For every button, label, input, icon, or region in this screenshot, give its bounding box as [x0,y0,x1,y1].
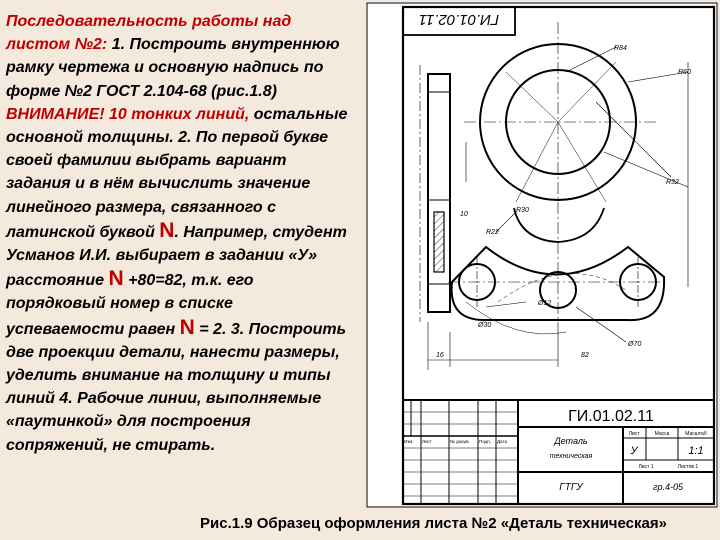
scale-value: 1:1 [688,445,704,457]
dim-10: 10 [460,211,468,218]
group-code: гр.4-05 [653,482,683,492]
row-label-date: Дата [497,439,507,444]
title-block-row-labels [404,439,507,444]
title-block-code: ГИ.01.02.11 [568,408,654,425]
step-2-text-c: +80=82, т.к. его порядковый номер в списке успеваемости равен [6,272,254,338]
step-2-text-b: . Например, студент Усманов И.И. выбирает в задании «У» расстояние [6,223,347,290]
dim-16: 16 [436,352,444,359]
label-mass: Масса [654,431,670,437]
technical-drawing-sheet [366,2,718,508]
dim-r22: R22 [486,229,499,236]
figure-caption: Рис.1.9 Образец оформления листа №2 «Деталь техническая» [200,515,667,532]
step-1-text: 1. Построить внутреннюю рамку чертежа и основную надпись по форме №2 ГОСТ 2.104-68 (рис.1.8) [6,36,340,100]
label-lit: Лист [628,431,640,437]
sheets-total: Листов 1 [677,464,699,470]
dim-d12: Ø12 [538,300,552,307]
step-4-text: 4. Рабочие линии, выполняемые «паутинкой» для построения сопряжений, не стирать. [6,390,322,454]
letter-n-3: N [179,315,195,339]
part-name-line2: техническая [549,453,593,460]
letter-n-1: N [159,218,175,242]
warning-text: ВНИМАНИЕ! 10 тонких линий, [6,105,250,123]
side-view [420,65,450,322]
dim-r60: R60 [678,69,691,76]
dim-r32: R32 [666,179,679,186]
dimension-labels [436,45,691,359]
step-1-rest: остальные основной толщины. [6,105,348,147]
letter-n-2: N [108,267,124,291]
instruction-heading: Последовательность работы над листом №2: [6,13,292,54]
dim-r30: R30 [516,207,529,214]
top-stamp-text: ГИ.01.02.11 [418,11,500,28]
sheet-no: Лист 1 [638,464,654,470]
letter-value: У [630,445,638,457]
dim-r84: R84 [614,45,627,52]
part-name-line1: Деталь [554,436,588,446]
instruction-text [6,10,354,457]
organization: ГТГУ [559,482,583,493]
row-label-izm: Изм. [404,439,414,444]
drawing-svg [366,2,718,508]
step-2-text-d: = 2. [199,320,227,338]
label-scale: Масштаб [685,431,707,437]
instruction-paragraph [6,10,354,457]
front-view [428,22,688,370]
row-label-doc: № докум. [450,439,470,444]
row-label-list: Лист [422,439,432,444]
dim-82: 82 [581,352,589,359]
row-label-sign: Подп. [479,439,491,444]
dim-d70: Ø70 [628,341,642,348]
step-3-text: 3. Построить две проекции детали, нанести размеры, уделить внимание на толщину и типы линий [6,320,347,408]
dim-d30: Ø30 [478,322,492,329]
step-2-text-a: 2. По первой букве своей фамилии выбрать вариант задания и в нём вычислить значение линейного размера, связанного с латинской буквой [6,129,329,241]
